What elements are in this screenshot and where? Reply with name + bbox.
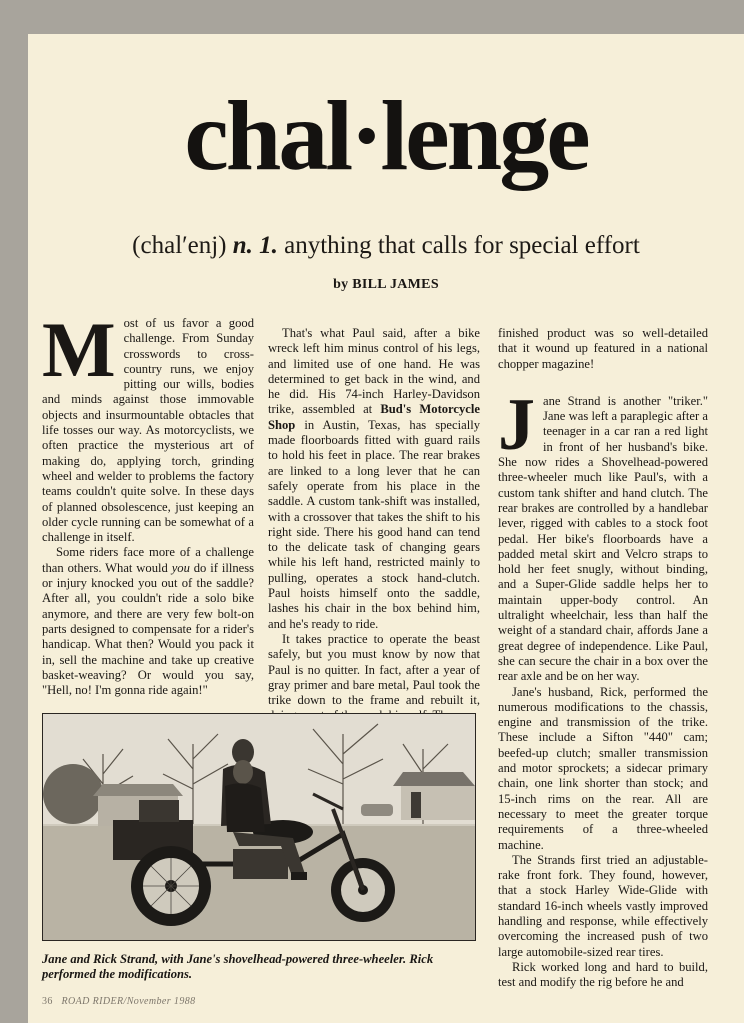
- paragraph-text: in Austin, Texas, has specially made floorboards fitted with guard rails to hold his feet in place. The rear brakes are linked to a long lever that he can safely operate from his place in the saddle. A custom tank-shift was installed, with a crossover that takes the shift to his right side. There his good hand can tend to the delicate task of changing gears while his left hand, restricted mainly to pulling, operates a stock hand-clutch. Paul hoists himself onto the saddle, lashes his chair in the box behind him, and he's ready to ride.: [268, 417, 480, 631]
- subhead: [28, 232, 744, 260]
- shop-name: Bud's Motorcycle Shop: [268, 402, 480, 432]
- paragraph-text: It takes practice to operate the beast safely, but you must know by now that Paul is no quitter. In fact, after a year of gray primer and bare metal, Paul took the trike down to the frame and rebuilt it,: [268, 631, 480, 708]
- paragraph: Rick worked long and hard to build, test and modify the rig before he and: [498, 959, 708, 990]
- drop-cap: J: [498, 383, 535, 466]
- pronunciation: (chal′enj): [132, 232, 227, 259]
- trike-photo: [42, 713, 476, 941]
- paragraph-text: Some riders face more of a challenge than others. What would: [42, 545, 254, 575]
- paragraph: [268, 632, 480, 724]
- paragraph-text: That's what Paul said, after a bike wreck left him minus control of his legs, and limited use of one hand. He was determined to get back in the wind, and he did. His 74-inch Harley-Davidson trike, assembled at: [268, 326, 480, 417]
- photo-caption: Jane and Rick Strand, with Jane's shovelhead-powered three-wheeler. Rick performed the modifications.: [42, 952, 434, 981]
- magazine-page: [28, 34, 744, 1023]
- paragraph: [42, 545, 254, 698]
- paragraph: [268, 326, 480, 632]
- magazine-issue: ROAD RIDER/November 1988: [61, 996, 196, 1007]
- drop-cap: M: [42, 306, 116, 393]
- paragraph-text: do if illness or injury knocked you out of the saddle? After all, you couldn't ride a solo bike anymore, and there are very few bolt-on parts designed to compensate for a rider's handicap. What then? Would you pack it in, sell the machine and take up creative basket-weaving? Or would you say, "Hell, no! I'm gonna ride again!": [42, 560, 255, 698]
- column-3: [498, 326, 708, 990]
- paragraph: [42, 306, 254, 545]
- trike-photo-illustration: [43, 714, 475, 940]
- byline: by BILL JAMES: [333, 277, 439, 292]
- paragraph: [498, 383, 708, 685]
- part-of-speech: n. 1.: [232, 232, 278, 259]
- column-2: [268, 326, 480, 724]
- paragraph-text: ane Strand is another "triker." Jane was left a paraplegic after a teenager in a car ran a red light in front of her husband's bike. She now rides a Shovelhead-powered three-wheeler much like Paul's, with a custom tank shifter and hand clutch. The rear brakes are controlled by a handlebar lever, rigged with cables to a stock foot pedal. Her bike's floorboards have a padded metal skirt and Velcro straps to hold her feet snugly, without binding, and a Super-Glide saddle helps her to maintain upper-body control. An ultralight wheelchair, less than half the weight of a standard chair, affords Jane a great degree of independence. Like Paul, she can secure the chair in a box over the rear axle and be on her way.: [498, 393, 708, 684]
- column-1: [42, 306, 255, 698]
- page-number: 36: [42, 996, 53, 1007]
- paragraph: finished product was so well-detailed that it wound up featured in a national chopper magazine!: [498, 326, 708, 371]
- paragraph: Jane's husband, Rick, performed the numerous modifications to the chassis, engine and transmission of the trike. These include a Sifton "440" cam; beefed-up clutch; smaller transmission and motor sprockets; a sidecar primary chain, one link shorter than stock; and 15-inch rims on the rear. All are necessary to meet the greater torque requirements of a three-wheeled machine.: [498, 684, 708, 852]
- paragraph-text: ost of us favor a good challenge. From Sunday crosswords to cross-country runs, we enjoy pitting our wills, bodies and minds against those immovable objects and insurmountable obtacles that life tosses our way. As motorcyclists, we often practice the mysterious art of making do, applying torch, grinding wheel and welder to problems the factory teams couldn't quite solve. In these days of planned obsolescence, just keeping an older cycle running can be somewhat of a challenge in itself.: [42, 316, 254, 545]
- definition: anything that calls for special effort: [284, 232, 640, 259]
- paragraph: The Strands first tried an adjustable-rake front fork. They found, however, that a stock Harley Wide-Glide with standard 16-inch wheels vastly improved handling and response, while effectively overcoming the increased push of two large automobile-sized rear tires.: [498, 852, 708, 959]
- headline: chal·lenge: [184, 80, 588, 191]
- page-footer: [42, 996, 196, 1007]
- emphasis-text: you: [171, 560, 190, 575]
